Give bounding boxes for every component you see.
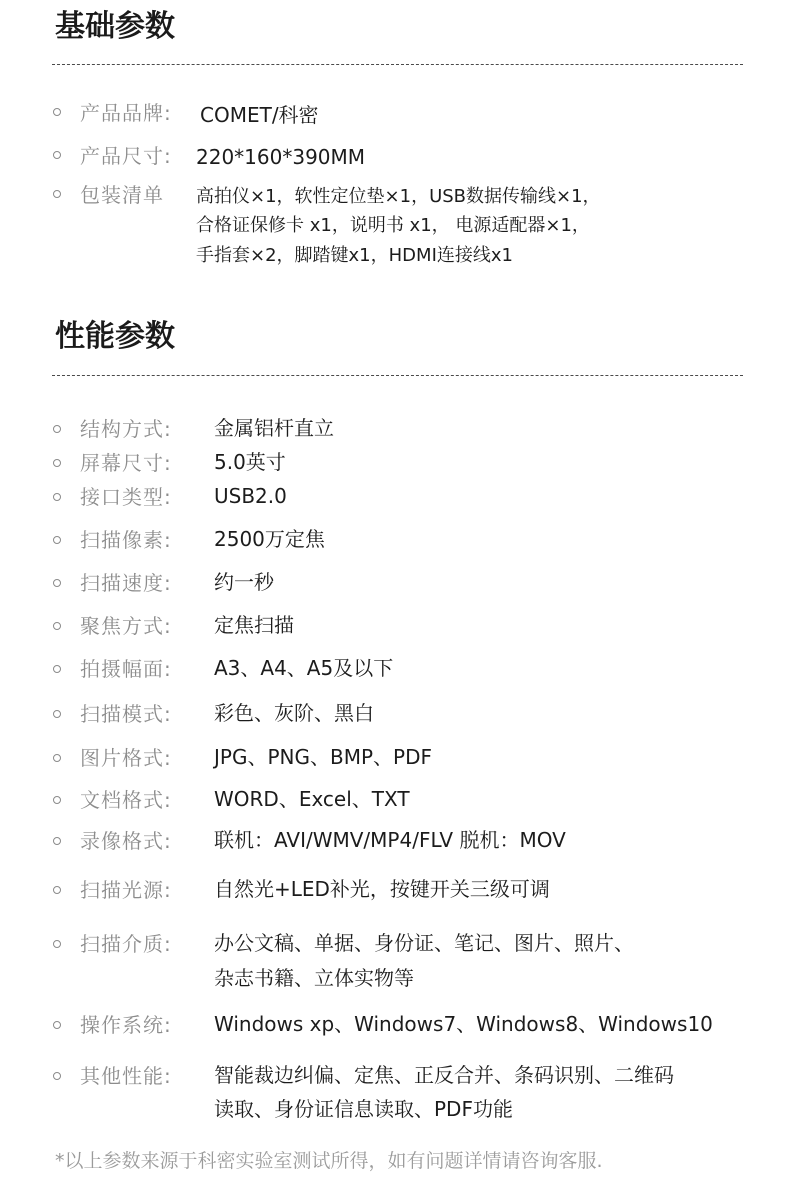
param-label: 结构方式: xyxy=(80,417,172,441)
bullet-icon xyxy=(53,886,61,894)
param-value: 约一秒 xyxy=(214,570,274,594)
param-label: 屏幕尺寸: xyxy=(80,451,172,475)
bullet-icon xyxy=(53,425,61,433)
param-label: 操作系统: xyxy=(80,1013,172,1037)
param-value: 金属铝杆直立 xyxy=(214,416,334,440)
param-value-line: 办公文稿、单据、身份证、笔记、图片、照片、 xyxy=(214,931,634,955)
param-value: A3、A4、A5及以下 xyxy=(214,656,394,680)
bullet-icon xyxy=(53,837,61,845)
param-label: 图片格式: xyxy=(80,746,172,770)
bullet-icon xyxy=(53,940,61,948)
bullet-icon xyxy=(53,754,61,762)
package-line: 合格证保修卡 x1，说明书 x1， 电源适配器×1， xyxy=(196,215,590,236)
param-label: 文档格式: xyxy=(80,788,172,812)
param-value: 定焦扫描 xyxy=(214,613,294,637)
param-value: 5.0英寸 xyxy=(214,450,286,474)
param-value: WORD、Excel、TXT xyxy=(214,787,410,811)
bullet-icon xyxy=(53,151,61,159)
param-value: 彩色、灰阶、黑白 xyxy=(214,701,374,725)
bullet-icon xyxy=(53,796,61,804)
param-label: 拍摄幅面: xyxy=(80,657,172,681)
param-label: 录像格式: xyxy=(80,829,172,853)
bullet-icon xyxy=(53,622,61,630)
package-line: 高拍仪×1，软性定位垫×1，USB数据传输线×1， xyxy=(196,186,601,207)
section-divider-performance xyxy=(52,375,743,376)
bullet-icon xyxy=(53,579,61,587)
param-value: USB2.0 xyxy=(214,484,287,508)
param-label: 扫描模式: xyxy=(80,702,172,726)
param-value-line: 智能裁边纠偏、定焦、正反合并、条码识别、二维码 xyxy=(214,1063,674,1087)
param-label: 聚焦方式: xyxy=(80,614,172,638)
bullet-icon xyxy=(53,493,61,501)
disclaimer-footnote: *以上参数来源于科密实验室测试所得，如有问题详情请咨询客服. xyxy=(55,1150,603,1172)
param-label: 接口类型: xyxy=(80,485,172,509)
param-value-brand: COMET/科密 xyxy=(200,103,319,127)
bullet-icon xyxy=(53,710,61,718)
package-line: 手指套×2，脚踏键x1，HDMI连接线x1 xyxy=(196,245,513,266)
bullet-icon xyxy=(53,108,61,116)
bullet-icon xyxy=(53,459,61,467)
param-value: JPG、PNG、BMP、PDF xyxy=(214,745,432,769)
param-label-package: 包装清单 xyxy=(80,183,164,207)
bullet-icon xyxy=(53,1021,61,1029)
param-label-brand: 产品品牌: xyxy=(80,101,172,125)
param-value-line: 杂志书籍、立体实物等 xyxy=(214,966,414,990)
bullet-icon xyxy=(53,665,61,673)
bullet-icon xyxy=(53,190,61,198)
param-label-size: 产品尺寸: xyxy=(80,144,172,168)
param-label: 扫描速度: xyxy=(80,571,172,595)
section-title-basic: 基础参数 xyxy=(55,9,175,44)
param-label: 扫描光源: xyxy=(80,878,172,902)
section-divider-basic xyxy=(52,64,743,65)
param-value-line: 读取、身份证信息读取、PDF功能 xyxy=(214,1097,513,1121)
bullet-icon xyxy=(53,1072,61,1080)
param-label: 扫描介质: xyxy=(80,932,172,956)
param-value: 自然光+LED补光，按键开关三级可调 xyxy=(214,877,550,901)
param-value: 联机：AVI/WMV/MP4/FLV 脱机：MOV xyxy=(214,828,566,852)
section-title-performance: 性能参数 xyxy=(55,319,175,354)
param-value: Windows xp、Windows7、Windows8、Windows10 xyxy=(214,1012,713,1036)
param-label: 其他性能: xyxy=(80,1064,172,1088)
param-value: 2500万定焦 xyxy=(214,527,325,551)
param-label: 扫描像素: xyxy=(80,528,172,552)
param-value-size: 220*160*390MM xyxy=(196,145,366,169)
bullet-icon xyxy=(53,536,61,544)
